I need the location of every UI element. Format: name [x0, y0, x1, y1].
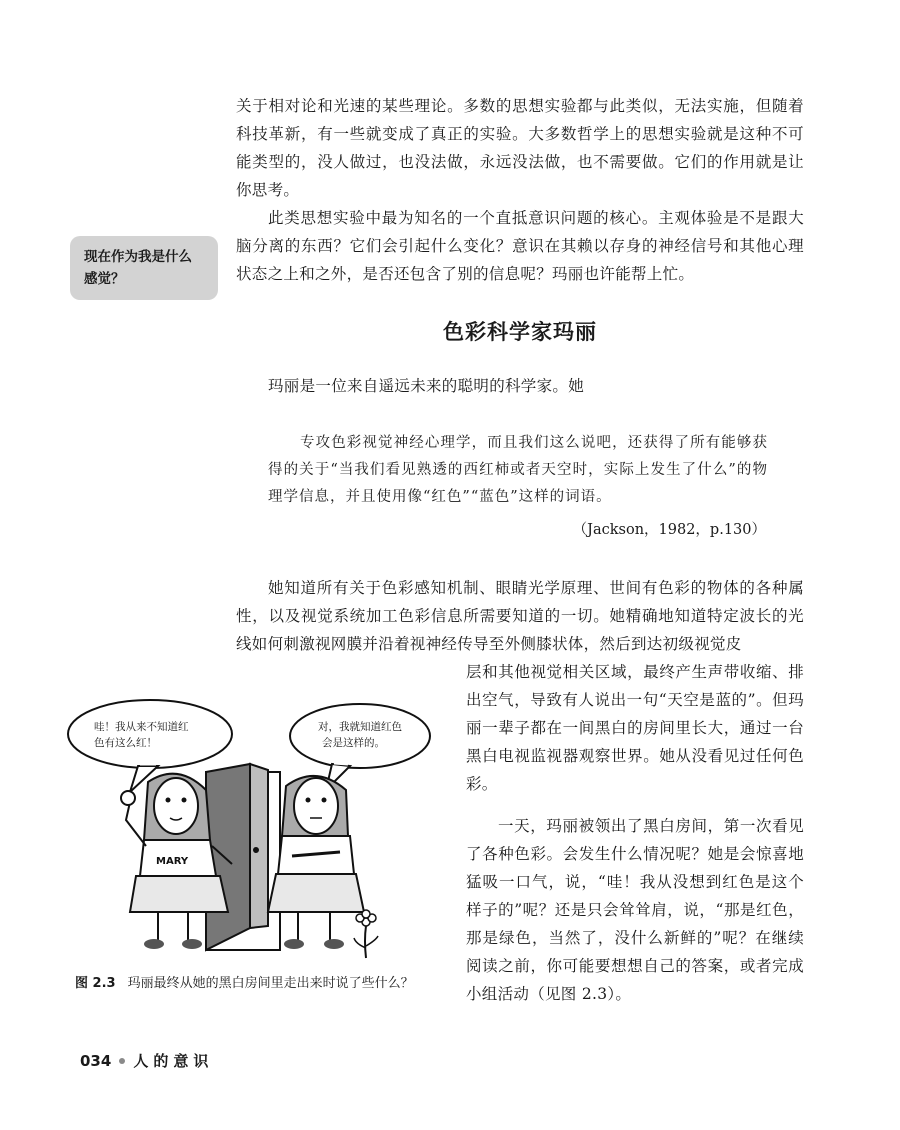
bubble-right-line-1: 对，我就知道红色 [318, 721, 402, 733]
caption-label: 图 2.3 [75, 976, 116, 991]
body-paragraph-1: 关于相对论和光速的某些理论。多数的思想实验都与此类似，无法实施，但随着科技革新，有一些就变成了真正的实验。大多数哲学上的思想实验就是这种不可能类型的，没人做过，也没法做，永远没法做，也不需要做。它们的作用就是让你思考。 [236, 97, 804, 199]
body-paragraph-3: 玛丽是一位来自遥远未来的聪明的科学家。她 [268, 377, 585, 395]
bubble-right-line-2: 会是这样的。 [322, 737, 385, 749]
section-title: 色彩科学家玛丽 [443, 320, 597, 344]
figure-illustration [60, 690, 460, 966]
quote-citation: （Jackson，1982，p.130） [572, 522, 766, 538]
open-door [206, 764, 280, 950]
body-paragraph-6: 一天，玛丽被领出了黑白房间，第一次看见了各种色彩。会发生什么情况呢？她是会惊喜地猛吸一口气，说，“哇！我从没想到红色是这个样子的”呢？还是只会耸耸肩，说，“那是红色，那是绿色，当然了，没什么新鲜的”呢？在继续阅读之前，你可能要想想自己的答案，或者完成小组活动（见图 2.3）。 [466, 817, 804, 1003]
shirt-text: MARY [156, 856, 189, 867]
figure-caption [75, 974, 414, 994]
page-number: 034 [80, 1051, 112, 1070]
bubble-left-line-1: 哇！我从来不知道红 [94, 721, 189, 733]
sidebar-note: 现在作为我是什么感觉？ [70, 236, 218, 300]
body-paragraph-2: 此类思想实验中最为知名的一个直抵意识问题的核心。主观体验是不是跟大脑分离的东西？它们会引起什么变化？意识在其赖以存身的神经信号和其他心理状态之上和之外，是否还包含了别的信息呢？玛丽也许能帮上忙。 [236, 209, 804, 283]
page-footer [80, 1050, 213, 1071]
body-paragraph-4: 她知道所有关于色彩感知机制、眼睛光学原理、世间有色彩的物体的各种属性，以及视觉系统加工色彩信息所需要知道的一切。她精确地知道特定波长的光线如何刺激视网膜并沿着视神经传导至外侧膝状体，然后到达初级视觉皮 [236, 579, 804, 653]
caption-text: 玛丽最终从她的黑白房间里走出来时说了些什么？ [127, 976, 414, 991]
book-title: 人的意识 [133, 1052, 214, 1070]
body-paragraph-5: 层和其他视觉相关区域，最终产生声带收缩、排出空气，导致有人说出一句“天空是蓝的”。但玛丽一辈子都在一间黑白的房间里长大，通过一台黑白电视监视器观察世界。她从没看见过任何色彩。 [466, 663, 804, 793]
bubble-left-line-2: 色有这么红！ [94, 737, 157, 749]
footer-dot-icon [119, 1058, 125, 1064]
flower-icon [354, 910, 378, 958]
mary-right-figure [268, 776, 364, 949]
block-quote: 专攻色彩视觉神经心理学，而且我们这么说吧，还获得了所有能够获得的关于“当我们看见熟透的西红柿或者天空时，实际上发生了什么”的物理学信息，并且使用像“红色”“蓝色”这样的词语。 [268, 435, 768, 505]
